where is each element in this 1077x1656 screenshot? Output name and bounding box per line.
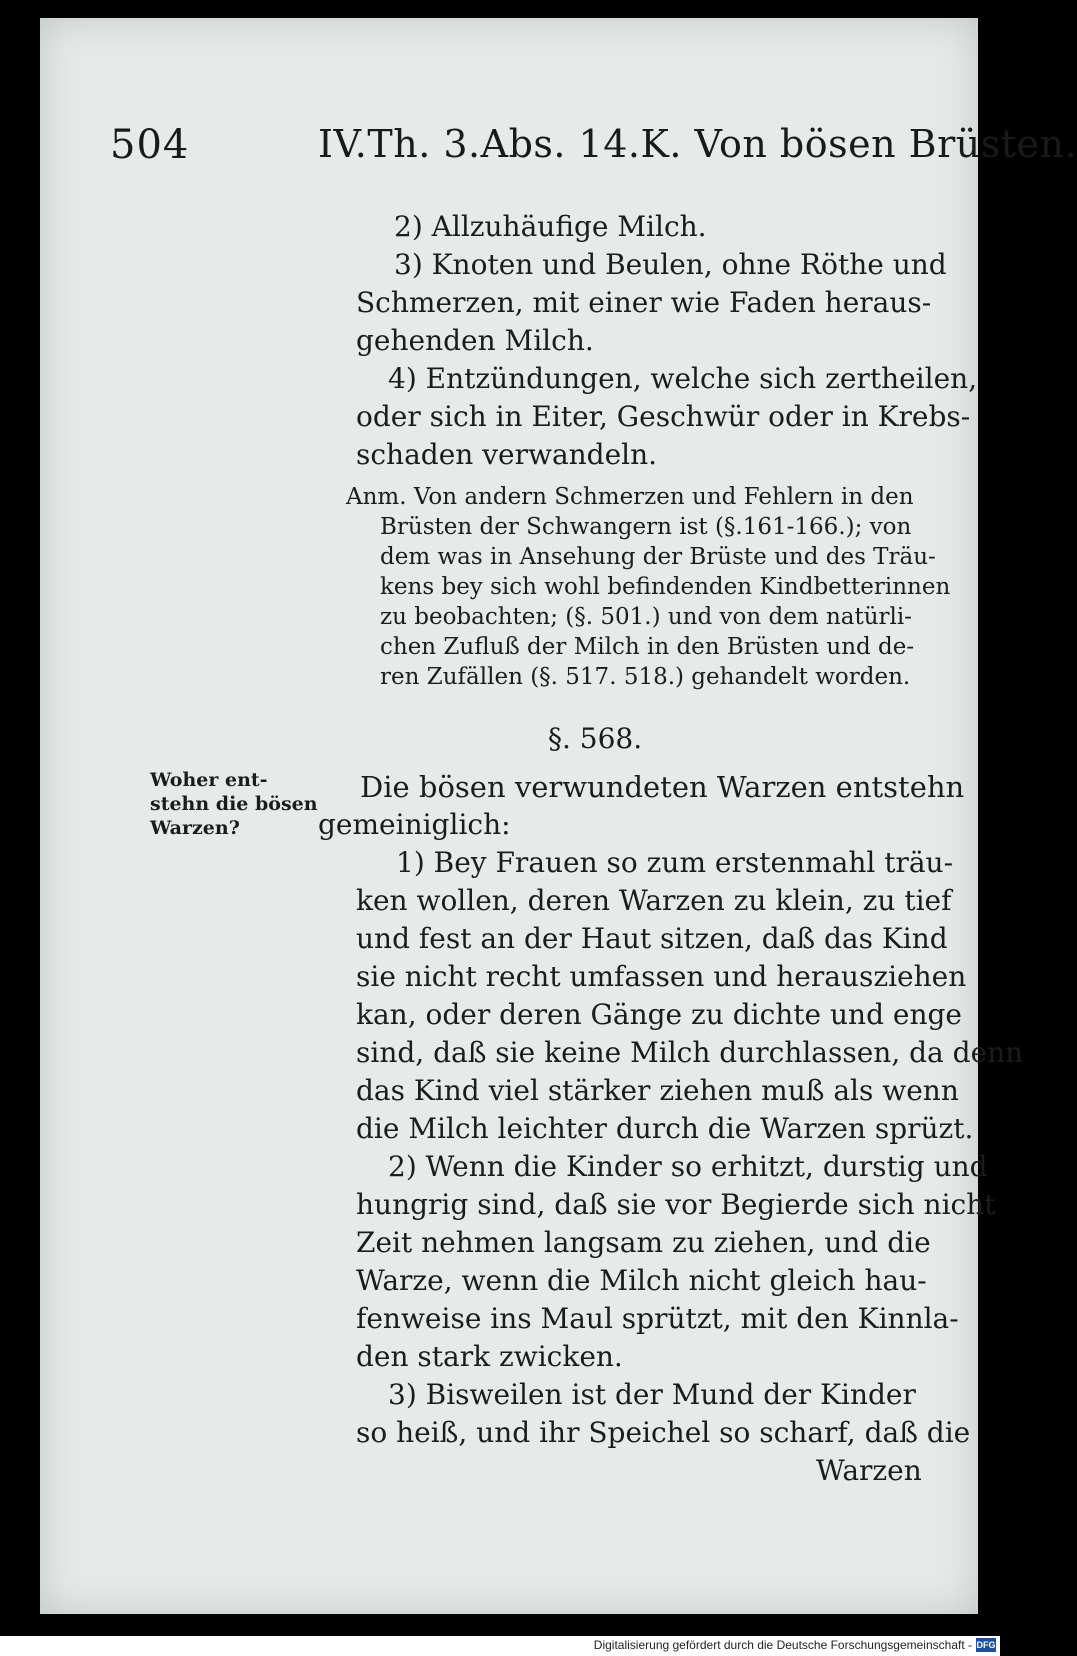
margin-note [150, 768, 318, 840]
note-line: chen Zufluß der Milch in den Brüsten und de- [380, 634, 915, 660]
text-line: ken wollen, deren Warzen zu klein, zu tief [356, 884, 952, 917]
text-line: 3) Bisweilen ist der Mund der Kinder [388, 1378, 916, 1411]
text-line: oder sich in Eiter, Geschwür oder in Krebs- [356, 400, 971, 433]
margin-note-line: Woher ent- [150, 769, 268, 791]
text-line: sie nicht recht umfassen und herausziehen [356, 960, 967, 993]
text-line: 4) Entzündungen, welche sich zertheilen, [388, 362, 978, 395]
text-line: Zeit nehmen langsam zu ziehen, und die [356, 1226, 931, 1259]
text-line: kan, oder deren Gänge zu dichte und enge [356, 998, 962, 1031]
text-line: Schmerzen, mit einer wie Faden heraus- [356, 286, 932, 319]
text-line: das Kind viel stärker ziehen muß als wenn [356, 1074, 959, 1107]
text-line: gehenden Milch. [356, 324, 594, 357]
text-line: sind, daß sie keine Milch durchlassen, da denn [356, 1036, 1024, 1069]
text-line: so heiß, und ihr Speichel so scharf, daß die [356, 1416, 971, 1449]
section-heading: §. 568. [548, 722, 643, 755]
text-line: fenweise ins Maul sprützt, mit den Kinnla- [356, 1302, 959, 1335]
page-number: 504 [110, 122, 190, 168]
text-line: 2) Wenn die Kinder so erhitzt, durstig und [388, 1150, 988, 1183]
text-line: hungrig sind, daß sie vor Begierde sich nicht [356, 1188, 996, 1221]
text-line: und fest an der Haut sitzen, daß das Kind [356, 922, 948, 955]
text-line: 1) Bey Frauen so zum erstenmahl träu- [396, 846, 954, 879]
margin-note-line: stehn die bösen [150, 793, 318, 815]
catchword: Warzen [816, 1454, 922, 1487]
text-line: Die bösen verwundeten Warzen entstehn [360, 770, 965, 804]
text-line: Warze, wenn die Milch nicht gleich hau- [356, 1264, 927, 1297]
margin-note-line: Warzen? [150, 817, 240, 839]
text-line: 3) Knoten und Beulen, ohne Röthe und [394, 248, 947, 281]
note-line: zu beobachten; (§. 501.) und von dem natürli- [380, 604, 913, 630]
note-line: dem was in Ansehung der Brüste und des Träu- [380, 544, 936, 570]
note-line: Anm. Von andern Schmerzen und Fehlern in den [346, 484, 914, 510]
text-line: den stark zwicken. [356, 1340, 623, 1373]
text-line: 2) Allzuhäufige Milch. [394, 210, 707, 243]
text-line: gemeiniglich: [318, 808, 511, 841]
note-line: Brüsten der Schwangern ist (§.161-166.); von [380, 514, 912, 540]
note-line: kens bey sich wohl befindenden Kindbetterinnen [380, 574, 951, 600]
running-head: IV.Th. 3.Abs. 14.K. Von bösen Brüsten. [318, 122, 1077, 166]
digitization-credit: Digitalisierung gefördert durch die Deutsche Forschungsgemeinschaft - [593, 1638, 972, 1652]
note-line: ren Zufällen (§. 517. 518.) gehandelt worden. [380, 664, 911, 690]
dfg-logo-icon: DFG [976, 1640, 996, 1650]
text-line: schaden verwandeln. [356, 438, 658, 471]
text-line: die Milch leichter durch die Warzen sprüzt. [356, 1112, 974, 1145]
